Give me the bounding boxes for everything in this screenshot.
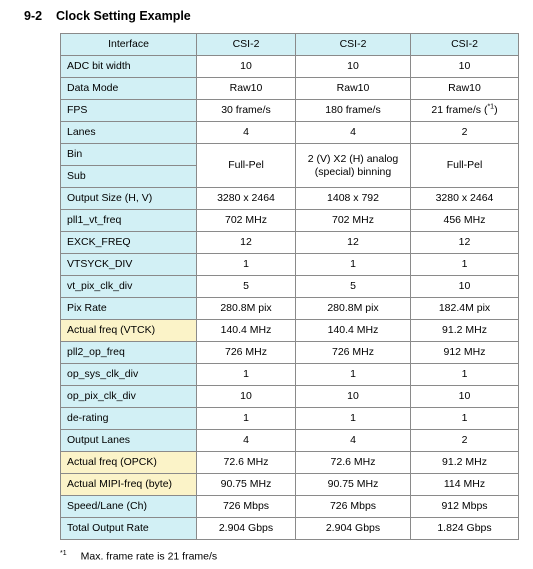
row-value: 140.4 MHz bbox=[296, 320, 411, 342]
row-value: 91.2 MHz bbox=[411, 452, 519, 474]
table-row bbox=[61, 364, 519, 386]
row-value: 702 MHz bbox=[296, 210, 411, 232]
table-row bbox=[61, 122, 519, 144]
section-heading bbox=[24, 9, 191, 23]
table-row bbox=[61, 320, 519, 342]
row-value: 1 bbox=[296, 364, 411, 386]
row-value: 280.8M pix bbox=[296, 298, 411, 320]
row-value: 702 MHz bbox=[197, 210, 296, 232]
fps-close-paren: ) bbox=[494, 104, 498, 116]
row-value: 1 bbox=[296, 254, 411, 276]
table-row bbox=[61, 100, 519, 122]
table-row bbox=[61, 452, 519, 474]
row-value: 72.6 MHz bbox=[296, 452, 411, 474]
binning-value: Full-Pel bbox=[411, 144, 519, 188]
row-value: 10 bbox=[411, 56, 519, 78]
table-row bbox=[61, 518, 519, 540]
footnote bbox=[60, 550, 217, 563]
binning-value: Full-Pel bbox=[197, 144, 296, 188]
table-row bbox=[61, 342, 519, 364]
footnote-mark: *1 bbox=[60, 550, 67, 557]
row-value: 10 bbox=[296, 386, 411, 408]
row-value: 12 bbox=[197, 232, 296, 254]
row-label: Pix Rate bbox=[61, 298, 197, 320]
row-value: 72.6 MHz bbox=[197, 452, 296, 474]
row-value bbox=[411, 100, 519, 122]
row-value: 12 bbox=[296, 232, 411, 254]
fps-value-text: 21 frame/s ( bbox=[431, 104, 488, 116]
binning-value: 2 (V) X2 (H) analog (special) binning bbox=[296, 144, 411, 188]
row-value: 114 MHz bbox=[411, 474, 519, 496]
row-value: 10 bbox=[296, 56, 411, 78]
row-value: 10 bbox=[411, 386, 519, 408]
row-value: 726 Mbps bbox=[296, 496, 411, 518]
table-header-row bbox=[61, 34, 519, 56]
row-value: 1 bbox=[411, 408, 519, 430]
row-value: 2.904 Gbps bbox=[197, 518, 296, 540]
row-value: 2 bbox=[411, 122, 519, 144]
row-value: 10 bbox=[197, 56, 296, 78]
row-label: Speed/Lane (Ch) bbox=[61, 496, 197, 518]
column-header: Interface bbox=[61, 34, 197, 56]
row-value: 3280 x 2464 bbox=[411, 188, 519, 210]
footnote-text: Max. frame rate is 21 frame/s bbox=[80, 550, 218, 563]
row-label: op_sys_clk_div bbox=[61, 364, 197, 386]
row-value: 10 bbox=[411, 276, 519, 298]
row-value: 10 bbox=[197, 386, 296, 408]
row-value: Raw10 bbox=[197, 78, 296, 100]
column-header: CSI-2 bbox=[411, 34, 519, 56]
row-value: 5 bbox=[197, 276, 296, 298]
row-value: 1 bbox=[296, 408, 411, 430]
row-value: 12 bbox=[411, 232, 519, 254]
row-label: Actual freq (OPCK) bbox=[61, 452, 197, 474]
row-value: 91.2 MHz bbox=[411, 320, 519, 342]
row-value: Raw10 bbox=[296, 78, 411, 100]
table-row bbox=[61, 298, 519, 320]
row-value: 182.4M pix bbox=[411, 298, 519, 320]
row-value: 140.4 MHz bbox=[197, 320, 296, 342]
row-value: 912 MHz bbox=[411, 342, 519, 364]
row-value: 5 bbox=[296, 276, 411, 298]
row-value: 1 bbox=[197, 364, 296, 386]
row-value: 90.75 MHz bbox=[296, 474, 411, 496]
row-value: 1 bbox=[411, 364, 519, 386]
row-value: 726 Mbps bbox=[197, 496, 296, 518]
table-row bbox=[61, 56, 519, 78]
table-row bbox=[61, 188, 519, 210]
table-row bbox=[61, 496, 519, 518]
table-row bbox=[61, 210, 519, 232]
row-label: Lanes bbox=[61, 122, 197, 144]
table-row bbox=[61, 386, 519, 408]
row-value: 4 bbox=[296, 122, 411, 144]
row-label-bin: Bin bbox=[61, 144, 197, 166]
table-row bbox=[61, 232, 519, 254]
row-label: Data Mode bbox=[61, 78, 197, 100]
row-value: 2.904 Gbps bbox=[296, 518, 411, 540]
row-value: 1 bbox=[197, 408, 296, 430]
row-label: Actual freq (VTCK) bbox=[61, 320, 197, 342]
row-value: 3280 x 2464 bbox=[197, 188, 296, 210]
row-value: 726 MHz bbox=[197, 342, 296, 364]
table-row bbox=[61, 430, 519, 452]
row-value: Raw10 bbox=[411, 78, 519, 100]
row-label: Total Output Rate bbox=[61, 518, 197, 540]
table-row bbox=[61, 474, 519, 496]
row-value: 2 bbox=[411, 430, 519, 452]
row-label: pll2_op_freq bbox=[61, 342, 197, 364]
table-row bbox=[61, 254, 519, 276]
row-value: 1 bbox=[197, 254, 296, 276]
footnote-ref: *1 bbox=[487, 103, 495, 111]
row-label: VTSYCK_DIV bbox=[61, 254, 197, 276]
row-value: 4 bbox=[197, 122, 296, 144]
row-label: op_pix_clk_div bbox=[61, 386, 197, 408]
section-title: Clock Setting Example bbox=[56, 9, 191, 23]
row-label: pll1_vt_freq bbox=[61, 210, 197, 232]
table-row-bin bbox=[61, 144, 519, 166]
row-label: FPS bbox=[61, 100, 197, 122]
row-value: 4 bbox=[296, 430, 411, 452]
row-value: 4 bbox=[197, 430, 296, 452]
row-label: EXCK_FREQ bbox=[61, 232, 197, 254]
row-value: 280.8M pix bbox=[197, 298, 296, 320]
row-label: Output Lanes bbox=[61, 430, 197, 452]
row-label: ADC bit width bbox=[61, 56, 197, 78]
row-value: 912 Mbps bbox=[411, 496, 519, 518]
column-header: CSI-2 bbox=[296, 34, 411, 56]
row-value: 30 frame/s bbox=[197, 100, 296, 122]
row-value: 1.824 Gbps bbox=[411, 518, 519, 540]
row-label: de-rating bbox=[61, 408, 197, 430]
table-row bbox=[61, 78, 519, 100]
section-number: 9-2 bbox=[24, 9, 43, 23]
row-label: Actual MIPI-freq (byte) bbox=[61, 474, 197, 496]
row-value: 1408 x 792 bbox=[296, 188, 411, 210]
table-row bbox=[61, 276, 519, 298]
clock-setting-table bbox=[60, 33, 519, 540]
row-value: 1 bbox=[411, 254, 519, 276]
row-value: 726 MHz bbox=[296, 342, 411, 364]
row-value: 90.75 MHz bbox=[197, 474, 296, 496]
column-header: CSI-2 bbox=[197, 34, 296, 56]
row-label-sub: Sub bbox=[61, 166, 197, 188]
row-value: 456 MHz bbox=[411, 210, 519, 232]
table-row bbox=[61, 408, 519, 430]
row-label: vt_pix_clk_div bbox=[61, 276, 197, 298]
row-value: 180 frame/s bbox=[296, 100, 411, 122]
row-label: Output Size (H, V) bbox=[61, 188, 197, 210]
